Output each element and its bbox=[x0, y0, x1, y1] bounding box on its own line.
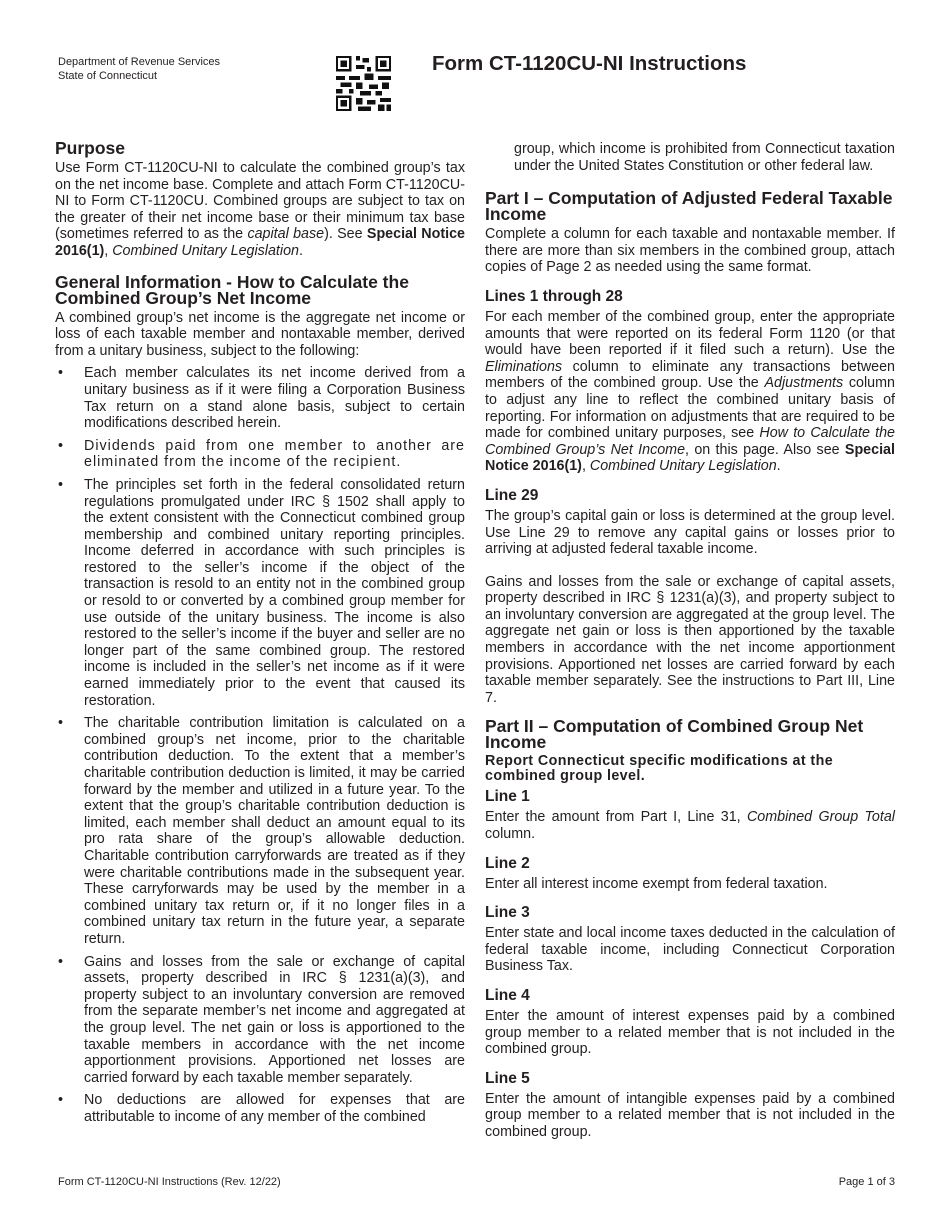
text-run: Dividends paid from one member to another are eliminated from the income of the recipient. bbox=[84, 437, 465, 471]
agency-name: Department of Revenue Services bbox=[58, 56, 221, 68]
form-title: Form CT-1120CU-NI Instructions bbox=[432, 52, 747, 75]
footer-page-number: Page 1 of 3 bbox=[838, 1176, 895, 1188]
text-run: The principles set forth in the federal consolidated return regulations promulgated under IRC § 1502 shall apply to the extent consistent with the Connecticut combined group membership and combined unitary reporting principles. Income deferred in accordance with such principles is restored to the seller’s income if the object of the transaction is resold to an entity not in the combined group or resold to or converted by a combined group member for use outside of the unitary business. The income is also restored to the seller’s income if the buyer and seller are no longer part of the same combined group. The restored income is included in the seller’s net income as if it were earned immediately prior to the event that caused its restoration. bbox=[84, 476, 465, 709]
text-run: A combined group’s net income is the aggregate net income or loss of each taxable member and nontaxable member, derived from a unitary business, subject to the following: bbox=[55, 309, 465, 359]
text-run: , on this page. Also see bbox=[685, 441, 845, 458]
text-run: . bbox=[299, 242, 303, 259]
italic-text: How to Calculate the Combined Group’s Net Income bbox=[485, 425, 895, 458]
left-column bbox=[55, 140, 465, 1131]
text-run: Enter all interest income exempt from federal taxation. bbox=[485, 875, 828, 892]
line1-heading: Line 1 bbox=[485, 788, 530, 806]
purpose-text bbox=[55, 160, 465, 260]
line5-text bbox=[485, 1091, 895, 1141]
text-run: Enter the amount of intangible expenses paid by a combined group member to a related member that is not included in the combined group. bbox=[485, 1090, 895, 1140]
text-run: Gains and losses from the sale or exchange of capital assets, property described in IRC § 1231(a)(3), and property subject to an involuntary conversion are aggregated at the group level. The aggregate net gain or loss is then apportioned by the taxable members in accordance with the net income apportionment provisions. Apportioned net losses are carried forward by each taxable member separately. See the instructions to Part III, Line 7. bbox=[485, 573, 895, 706]
italic-text: Combined Unitary Legislation bbox=[112, 242, 299, 259]
text-run: column to eliminate any transactions between members of the combined group. Use the bbox=[485, 358, 895, 392]
text-run: , bbox=[104, 242, 113, 259]
general-info-bullets bbox=[55, 365, 465, 1125]
italic-text: Adjustments bbox=[764, 375, 844, 392]
line5-heading: Line 5 bbox=[485, 1069, 530, 1087]
bullet-item bbox=[55, 954, 465, 1087]
text-run: The group’s capital gain or loss is determined at the group level. Use Line 29 to remove any capital gains or losses prior to arriving at adjusted federal taxable income. bbox=[485, 507, 895, 558]
text-run: , bbox=[581, 458, 590, 475]
part2-heading: Part II – Computation of Combined Group Net Income bbox=[485, 716, 864, 753]
bullet-continuation bbox=[485, 141, 895, 174]
text-run: Use Form CT-1120CU-NI to calculate the combined group’s tax on the net income base. Complete and attach Form CT-1120CU-NI to Form CT-1120CU. Combined groups are subject to tax on the greater of their net income base or their minimum tax base (sometimes referred to as the bbox=[55, 160, 465, 243]
text-run: column to adjust any line to reflect the combined unitary basis of reporting. For information on adjustments that are required to be made for combined unitary purposes, see bbox=[485, 375, 895, 442]
line4-text bbox=[485, 1008, 895, 1058]
agency-state: State of Connecticut bbox=[58, 70, 158, 82]
bold-text: Special Notice 2016(1) bbox=[55, 226, 465, 259]
bullet-item bbox=[55, 365, 465, 431]
line29-text-2 bbox=[485, 574, 895, 707]
qr-code bbox=[336, 56, 391, 111]
text-run: Complete a column for each taxable and nontaxable member. If there are more than six members in the combined group, attach copies of Page 2 as needed using the same format. bbox=[485, 226, 895, 276]
line2-heading: Line 2 bbox=[485, 854, 530, 872]
lines-1-28-heading: Lines 1 through 28 bbox=[485, 287, 623, 305]
text-run: group, which income is prohibited from Connecticut taxation under the United States Constitution or other federal law. bbox=[514, 141, 895, 174]
lines-1-28-text bbox=[485, 309, 895, 475]
line2-text bbox=[485, 876, 895, 893]
text-run: Enter the amount from Part I, Line 31, bbox=[485, 809, 747, 826]
part2-subheading: Report Connecticut specific modifications at the combined group level. bbox=[485, 753, 834, 785]
italic-text: capital base bbox=[247, 226, 325, 243]
line1-text bbox=[485, 809, 895, 842]
text-run: The charitable contribution limitation is calculated on a combined group’s net income, prior to the charitable contribution deduction. To the extent that a member’s charitable contribution deduction is limited, it may be carried forward by the member and utilized in a future year. To the extent that the group’s charitable contribution deduction is limited, each member shall deduct an amount equal to its pro rata share of the group’s allowable deduction. Charitable contribution carryforwards are treated as if they were charitable contributions made in the subsequent year. These carryforwards may be used by the member in a combined unitary tax return or, if it no longer files in a combined unitary tax return in the future year, a separate return. bbox=[84, 715, 465, 947]
text-run: Enter the amount of interest expenses paid by a combined group member to a related member that is not included in the combined group. bbox=[485, 1008, 895, 1058]
footer-form-revision: Form CT-1120CU-NI Instructions (Rev. 12/22) bbox=[58, 1176, 281, 1188]
line3-heading: Line 3 bbox=[485, 904, 530, 922]
part1-heading: Part I – Computation of Adjusted Federal Taxable Income bbox=[485, 188, 893, 225]
line29-text-1 bbox=[485, 508, 895, 558]
part1-text bbox=[485, 226, 895, 276]
bullet-item bbox=[55, 715, 465, 947]
general-info-intro bbox=[55, 310, 465, 360]
bullet-item bbox=[55, 438, 465, 471]
line3-text bbox=[485, 925, 895, 975]
text-run: . bbox=[776, 458, 781, 475]
agency-block bbox=[58, 55, 220, 83]
bullet-item bbox=[55, 1092, 465, 1125]
text-run: column. bbox=[485, 826, 536, 843]
line4-heading: Line 4 bbox=[485, 987, 530, 1004]
line29-heading: Line 29 bbox=[485, 486, 539, 504]
text-run: ). See bbox=[324, 226, 367, 243]
bold-text: Special Notice 2016(1) bbox=[485, 441, 895, 475]
general-info-heading: General Information - How to Calculate the Combined Group’s Net Income bbox=[55, 271, 409, 308]
text-run: Gains and losses from the sale or exchange of capital assets, property described in IRC § 1231(a)(3), and property subject to an involuntary conversion are removed from the separate member’s net income and aggregated at the group level. The net gain or loss is apportioned to the taxable members in accordance with the net income apportionment provisions. Apportioned net losses are carried forward by each taxable member separately. bbox=[84, 953, 465, 1086]
text-run: No deductions are allowed for expenses that are attributable to income of any member of the combined bbox=[84, 1092, 465, 1125]
italic-text: Eliminations bbox=[485, 358, 563, 375]
text-run: For each member of the combined group, enter the appropriate amounts that were reported on its federal Form 1120 (or that would have been reported if it filed such a return). Use the bbox=[485, 308, 895, 359]
purpose-heading: Purpose bbox=[55, 138, 126, 158]
italic-text: Combined Group Total bbox=[746, 809, 895, 826]
italic-text: Combined Unitary Legislation bbox=[589, 458, 777, 475]
right-column bbox=[485, 141, 895, 1157]
text-run: Each member calculates its net income derived from a unitary business as if it were filing a Corporation Business Tax return on a stand alone basis, subject to certain modifications described herein. bbox=[84, 365, 465, 432]
bullet-item bbox=[55, 477, 465, 709]
text-run: Enter state and local income taxes deducted in the calculation of federal taxable income, including Connecticut Corporation Business Tax. bbox=[485, 925, 895, 975]
